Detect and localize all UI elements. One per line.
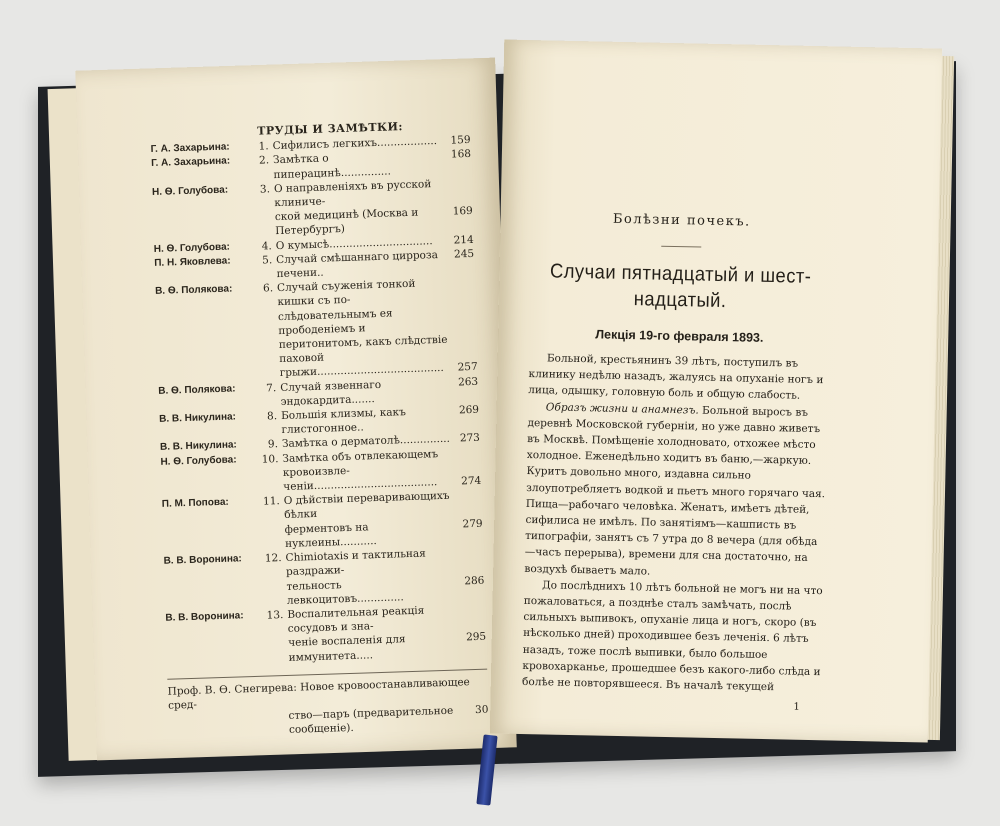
toc-page-number: 214: [453, 233, 474, 247]
toc-title-text: ской медицинѣ (Москва и Петербургъ): [274, 206, 419, 238]
toc-title-text: перитонитомъ, какъ слѣдствіе паховой: [278, 333, 448, 366]
toc-page-number: [451, 275, 476, 304]
toc-author: В. Ѳ. Полякова:: [158, 383, 236, 397]
toc-number: 4.: [261, 239, 272, 253]
toc-title: ТРУДЫ И ЗАМѢТКИ:: [257, 120, 404, 138]
toc-page-number: [448, 176, 473, 205]
toc-title-text: Воспалительная реакція сосудовъ и зна-: [287, 604, 425, 636]
toc-author: В. В. Никулина:: [159, 439, 237, 454]
toc-entries: [150, 133, 486, 668]
lecture-title-line2: надцатый.: [633, 288, 727, 313]
toc-title-text: ферментовъ на нуклеины...........: [284, 521, 377, 550]
toc-author: Н. Ѳ. Голубова:: [153, 241, 231, 255]
toc-author: В. В. Воронина:: [163, 553, 242, 567]
toc-page-number: 169: [452, 205, 473, 218]
toc-page-number: 286: [464, 574, 485, 587]
toc-page-number: 273: [459, 432, 481, 445]
toc-author: В. В. Воронина:: [165, 610, 244, 624]
toc-footer-line1: Проф. В. Ѳ. Снегирева: Новое кровоостанавливающее сред-: [167, 675, 470, 712]
toc-number: 1.: [258, 140, 269, 153]
toc-number: 6.: [262, 282, 274, 295]
toc-title-text: грыжи......................................: [279, 362, 444, 380]
toc-title-text: Большія клизмы, какъ глистогонное..: [280, 406, 406, 437]
toc-number: 13.: [266, 608, 284, 622]
right-page-content: [522, 210, 832, 713]
lecture-date: Лекція 19-го февраля 1893.: [595, 327, 764, 345]
paragraph: До послѣднихъ 10 лѣтъ больной не могъ ни на что пожаловаться, а позднѣе сталъ замѣчать, послѣ сильныхъ выпивокъ, опуханіе лица и ногъ, скоро (въ нѣсколько дней) проходившее безъ леченія. 6 лѣтъ назадъ, тоже послѣ выпивки, было большое кровохарканье, прошедшее безъ какого-либо слѣда и болѣе не повторявшееся. Въ началѣ текущей: [521, 579, 823, 694]
lecture-title-line1: Случаи пятнадцатый и шест-: [549, 260, 812, 288]
table-of-contents: [150, 118, 489, 741]
toc-title-text: ченіи.....................................: [283, 476, 438, 494]
toc-number: 9.: [267, 438, 279, 451]
toc-page-number: 269: [458, 403, 480, 417]
toc-number: 12.: [264, 552, 282, 565]
toc-page-number: [461, 602, 486, 631]
toc-footer-page: 30: [474, 703, 489, 717]
paragraph-heading: Образъ жизни и анамнезъ.: [545, 400, 699, 417]
toc-number: 3.: [259, 183, 271, 196]
toc-page-number: [457, 488, 482, 517]
toc-author: Н. Ѳ. Голубова:: [151, 184, 229, 198]
toc-page-number: 168: [450, 148, 472, 161]
toc-page-number: [453, 332, 478, 361]
toc-author: Н. Ѳ. Голубова:: [160, 454, 237, 468]
body-text: [522, 350, 829, 696]
toc-title-text: О направленіяхъ въ русской клиниче-: [273, 178, 432, 210]
toc-footer: [167, 668, 489, 741]
toc-page-number: 257: [457, 361, 478, 374]
paragraph: Образъ жизни и анамнезъ. Больной выросъ въ деревнѣ Московской губерніи, но уже давно живетъ въ Москвѣ. Помѣщеніе холодновато, отхожее мѣсто холодное. Еженедѣльно ходитъ въ баню,—жаркую. Куритъ довольно много, издавна сильно злоупотребляетъ водкой и пьетъ много горячаго чая. Пища—рабочаго человѣка. Женатъ, имѣетъ дѣтей, сифилиса не имѣлъ. По занятіямъ—кашписть въ типографіи, занятъ съ 7 утра до 8 вечера (для обѣда—часъ перерыва), времени для сна достаточно, на воздухѣ бываетъ мало.: [524, 400, 826, 578]
toc-page-number: 159: [450, 134, 471, 147]
toc-title-text: слѣдовательнымъ ея прободеніемъ и: [277, 307, 393, 337]
page-number: 1: [793, 701, 800, 713]
toc-author: П. М. Попова:: [161, 496, 229, 511]
toc-author: Г. А. Захарьина:: [150, 141, 230, 156]
toc-title-text: тельность левкоцитовъ..............: [286, 578, 404, 607]
toc-number: 5.: [261, 254, 273, 267]
title-divider: [661, 246, 701, 248]
toc-page-number: 274: [461, 474, 482, 488]
toc-page-number: [459, 545, 484, 574]
paragraph: Больной, крестьянинъ 39 лѣтъ, поступилъ въ клинику недѣлю назадъ, жалуясь на опуханіе ногъ и лица, одышку, головную боль и общую слабость.: [528, 352, 824, 403]
toc-author: В. В. Никулина:: [158, 411, 237, 425]
toc-author: В. Ѳ. Полякова:: [154, 283, 233, 298]
toc-page-number: 263: [457, 375, 479, 389]
toc-title-text: Chimiotaxis и тактильная раздражи-: [285, 547, 427, 579]
section-title: Болѣзни почекъ.: [612, 211, 751, 230]
toc-number: 11.: [262, 495, 280, 508]
lecture-title: [542, 258, 819, 316]
toc-title-text: Случай смѣшаннаго цирроза печени..: [276, 248, 439, 281]
toc-page-number: [452, 303, 477, 332]
toc-title-text: Случай съуженія тонкой кишки съ по-: [276, 277, 416, 309]
toc-title-text: О дѣйствіи переваривающихъ бѣлки: [283, 490, 450, 522]
toc-author: П. Н. Яковлева:: [154, 255, 231, 269]
toc-page-number: 295: [465, 631, 487, 644]
toc-page-number: 245: [453, 247, 475, 261]
toc-title-text: ченіе воспаленія для иммунитета.....: [288, 633, 406, 664]
toc-footer-line2: ство—паръ (предварительное сообщеніе).: [288, 704, 454, 737]
toc-number: 8.: [266, 410, 278, 423]
toc-author: Г. А. Захарьина:: [150, 155, 231, 170]
toc-number: 7.: [266, 381, 277, 395]
toc-title-text: Замѣтка о дерматолѣ...............: [281, 433, 451, 451]
toc-page-number: [456, 445, 481, 474]
toc-title-text: Случай язвеннаго эндокардита.......: [280, 378, 382, 408]
toc-title-text: О кумысѣ...............................: [275, 234, 433, 252]
toc-number: 10.: [261, 452, 279, 466]
toc-title-text: Замѣтка о пиперацинѣ...............: [272, 152, 392, 181]
toc-title-text: Замѣтка объ отвлекающемъ кровоизвле-: [282, 447, 439, 479]
toc-page-number: 279: [462, 517, 483, 531]
toc-title-text: Сифилисъ легкихъ..................: [272, 135, 438, 153]
toc-number: 2.: [258, 154, 270, 167]
